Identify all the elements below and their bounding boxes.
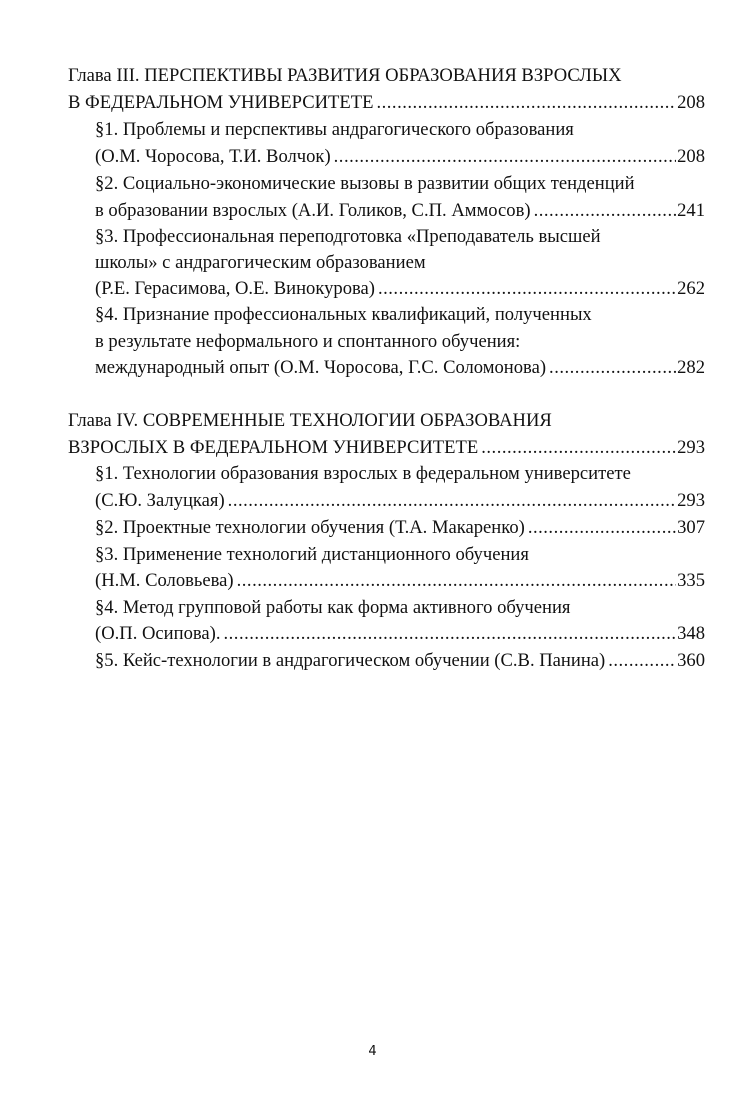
dot-leader xyxy=(376,90,676,116)
page-ref: 208 xyxy=(677,92,705,113)
section-4-5-line-1: §5. Кейс-технологии в андрагогическом обучении (С.В. Панина) ..... 360 xyxy=(95,648,705,674)
page-ref: 348 xyxy=(677,623,705,644)
section-3-1-line-2: (О.М. Чоросова, Т.И. Волчок) ..... 208 xyxy=(95,144,705,170)
chapter-3-title-line-2: В ФЕДЕРАЛЬНОМ УНИВЕРСИТЕТЕ ..... 208 xyxy=(68,90,705,116)
section-4-1-line-1: §1. Технологии образования взрослых в федеральном университете xyxy=(95,463,631,484)
section-3-2-line-2: в образовании взрослых (А.И. Голиков, С.П. Аммосов) ..... 241 xyxy=(95,198,705,224)
dot-leader xyxy=(237,568,676,594)
dot-leader xyxy=(228,488,676,514)
section-3-2-line-1: §2. Социально-экономические вызовы в развитии общих тенденций xyxy=(95,173,635,194)
section-3-4-line-3: международный опыт (О.М. Чоросова, Г.С. Соломонова) ..... 282 xyxy=(95,355,705,381)
dot-leader xyxy=(528,515,676,541)
section-4-2-line-1: §2. Проектные технологии обучения (Т.А. Макаренко) ..... 307 xyxy=(95,515,705,541)
dot-leader xyxy=(481,435,676,461)
section-4-3-line-2: (Н.М. Соловьева) ..... 335 xyxy=(95,568,705,594)
section-3-1-line-1: §1. Проблемы и перспективы андрагогического образования xyxy=(95,119,574,140)
page-number: 4 xyxy=(368,1044,377,1059)
section-3-3-line-1: §3. Профессиональная переподготовка «Преподаватель высшей xyxy=(95,226,601,247)
page-ref: 208 xyxy=(677,146,705,167)
page-ref: 282 xyxy=(677,357,705,378)
page-ref: 293 xyxy=(677,437,705,458)
page-ref: 360 xyxy=(677,650,705,671)
section-3-3-line-2: школы» с андрагогическим образованием xyxy=(95,252,426,273)
section-4-4-line-1: §4. Метод групповой работы как форма активного обучения xyxy=(95,597,571,618)
dot-leader xyxy=(224,621,677,647)
page-ref: 307 xyxy=(677,517,705,538)
dot-leader xyxy=(534,198,677,224)
page-ref: 262 xyxy=(677,278,705,299)
chapter-4-title-line-2: ВЗРОСЛЫХ В ФЕДЕРАЛЬНОМ УНИВЕРСИТЕТЕ ..... 293 xyxy=(68,435,705,461)
section-4-4-line-2: (О.П. Осипова). ..... 348 xyxy=(95,621,705,647)
section-4-1-line-2: (С.Ю. Залуцкая) ..... 293 xyxy=(95,488,705,514)
dot-leader xyxy=(549,355,676,381)
page-ref: 241 xyxy=(677,200,705,221)
chapter-4-title-line-1: Глава IV. СОВРЕМЕННЫЕ ТЕХНОЛОГИИ ОБРАЗОВАНИЯ xyxy=(68,410,552,431)
section-3-4-line-2: в результате неформального и спонтанного обучения: xyxy=(95,331,521,352)
dot-leader xyxy=(378,276,676,302)
section-4-3-line-1: §3. Применение технологий дистанционного обучения xyxy=(95,544,529,565)
section-3-3-line-3: (Р.Е. Герасимова, О.Е. Винокурова) ..... 262 xyxy=(95,276,705,302)
page-ref: 293 xyxy=(677,490,705,511)
page-ref: 335 xyxy=(677,570,705,591)
section-3-4-line-1: §4. Признание профессиональных квалификаций, полученных xyxy=(95,304,592,325)
chapter-3-title-line-1: Глава III. ПЕРСПЕКТИВЫ РАЗВИТИЯ ОБРАЗОВАНИЯ ВЗРОСЛЫХ xyxy=(68,65,622,86)
dot-leader xyxy=(334,144,676,170)
dot-leader xyxy=(608,648,676,674)
